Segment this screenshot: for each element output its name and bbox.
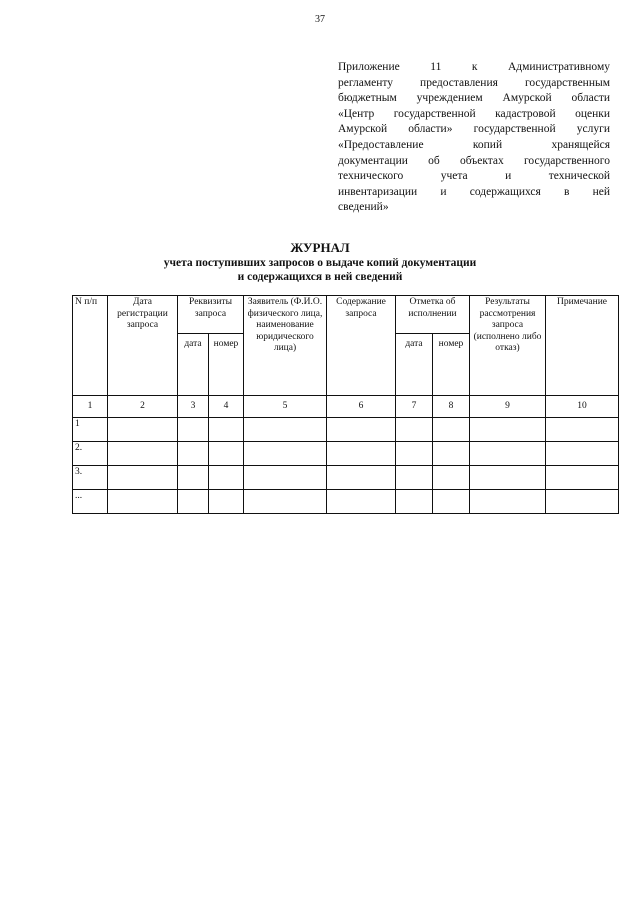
table-cell xyxy=(108,442,178,466)
row-number: ... xyxy=(73,490,108,514)
header-results: Результаты рассмотрения запроса (исполнено либо отказ) xyxy=(470,296,546,396)
column-number: 4 xyxy=(209,396,244,418)
table-cell xyxy=(433,442,470,466)
table-cell xyxy=(327,418,396,442)
table-cell xyxy=(178,418,209,442)
column-number: 9 xyxy=(470,396,546,418)
header-content: Содержание запроса xyxy=(327,296,396,396)
table-cell xyxy=(546,418,619,442)
column-number: 1 xyxy=(73,396,108,418)
table-row xyxy=(73,418,619,442)
appendix-line: технического учета и технической xyxy=(338,170,610,183)
table-cell xyxy=(396,490,433,514)
column-number: 2 xyxy=(108,396,178,418)
table-cell xyxy=(546,442,619,466)
table-row xyxy=(73,490,619,514)
table-cell xyxy=(327,490,396,514)
table-cell xyxy=(209,466,244,490)
column-number: 6 xyxy=(327,396,396,418)
table-cell xyxy=(209,490,244,514)
column-number: 8 xyxy=(433,396,470,418)
header-num: N п/п xyxy=(73,296,108,396)
journal-subtitle xyxy=(0,256,640,284)
table-cell xyxy=(108,418,178,442)
header-note: Примечание xyxy=(546,296,619,396)
appendix-line: «Центр государственной кадастровой оценки xyxy=(338,107,610,120)
appendix-line: сведений» xyxy=(338,201,389,214)
table-cell xyxy=(433,466,470,490)
table-cell xyxy=(327,442,396,466)
appendix-line: Приложение 11 к Административному xyxy=(338,61,610,73)
appendix-note xyxy=(338,60,610,216)
page-number: 37 xyxy=(315,14,325,25)
table-cell xyxy=(433,418,470,442)
row-number: 2. xyxy=(73,442,108,466)
table-cell xyxy=(546,490,619,514)
table-cell xyxy=(470,466,546,490)
table-cell xyxy=(433,490,470,514)
header-requisites: Реквизиты запроса xyxy=(178,296,244,334)
column-number: 5 xyxy=(244,396,327,418)
header-applicant: Заявитель (Ф.И.О. физического лица, наименование юридического лица) xyxy=(244,296,327,396)
table-cell xyxy=(108,490,178,514)
table-row xyxy=(73,466,619,490)
header-sub-number: номер xyxy=(433,334,470,396)
appendix-line: инвентаризации и содержащихся в ней xyxy=(338,185,610,198)
appendix-line: Амурской области» государственной услуги xyxy=(338,123,610,136)
header-sub-date: дата xyxy=(178,334,209,396)
column-number: 10 xyxy=(546,396,619,418)
header-execution-mark: Отметка об исполнении xyxy=(396,296,470,334)
appendix-line: регламенту предоставления государственным xyxy=(338,76,610,89)
row-number: 1 xyxy=(73,418,108,442)
journal-subtitle-line: и содержащихся в ней сведений xyxy=(237,271,403,283)
header-reg-date: Дата регистрации запроса xyxy=(108,296,178,396)
appendix-line: бюджетным учреждением Амурской области xyxy=(338,92,610,105)
table-cell xyxy=(178,490,209,514)
table-cell xyxy=(470,418,546,442)
appendix-line: «Предоставление копий хранящейся xyxy=(338,138,610,151)
header-sub-date: дата xyxy=(396,334,433,396)
journal-table xyxy=(72,295,619,514)
table-cell xyxy=(470,442,546,466)
table-cell xyxy=(244,490,327,514)
journal-title: ЖУРНАЛ xyxy=(290,240,350,255)
table-cell xyxy=(470,490,546,514)
table-cell xyxy=(244,442,327,466)
table-cell xyxy=(396,442,433,466)
table-cell xyxy=(108,466,178,490)
header-sub-number: номер xyxy=(209,334,244,396)
table-cell xyxy=(209,418,244,442)
table-row xyxy=(73,442,619,466)
column-number: 7 xyxy=(396,396,433,418)
table-cell xyxy=(546,466,619,490)
table-cell xyxy=(396,466,433,490)
journal-subtitle-line: учета поступивших запросов о выдаче копий документации xyxy=(163,257,477,269)
table-cell xyxy=(178,442,209,466)
table-cell xyxy=(209,442,244,466)
table-cell xyxy=(396,418,433,442)
row-number: 3. xyxy=(73,466,108,490)
table-cell xyxy=(178,466,209,490)
appendix-line: документации об объектах государственного xyxy=(338,154,610,167)
table-cell xyxy=(244,466,327,490)
table-cell xyxy=(244,418,327,442)
column-number: 3 xyxy=(178,396,209,418)
table-cell xyxy=(327,466,396,490)
column-numbers-row xyxy=(73,396,619,418)
